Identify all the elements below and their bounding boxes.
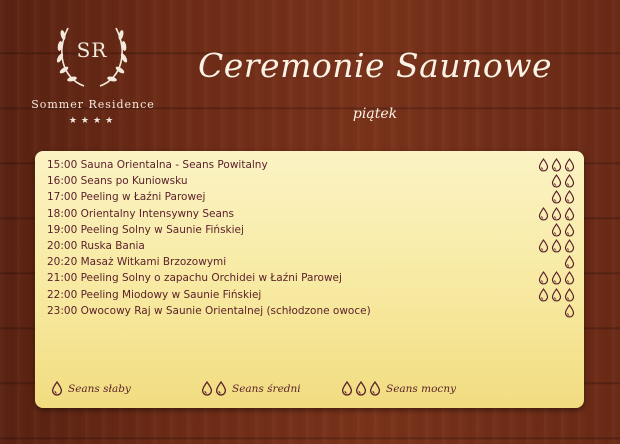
drop-icon: [564, 304, 575, 318]
schedule-item: 18:00 Orientalny Intensywny Seans: [47, 207, 235, 220]
legend-label: Seans mocny: [386, 382, 457, 395]
schedule-row: [47, 173, 547, 189]
drop-icon: [551, 223, 562, 237]
legend-item-strong: [341, 381, 456, 396]
schedule-item: 17:00 Peeling w Łaźni Parowej: [47, 191, 206, 204]
logo-name: Sommer Residence: [31, 98, 155, 111]
drop-icon: [564, 271, 575, 285]
drop-icon: [564, 223, 575, 237]
intensity-row: [529, 189, 575, 205]
drop-icon: [564, 255, 575, 269]
intensity-row: [529, 206, 575, 222]
drop-icon: [51, 381, 63, 396]
intensity-column: [529, 157, 575, 319]
schedule-row: [47, 303, 547, 319]
drop-icon: [215, 381, 227, 396]
drop-icon: [369, 381, 381, 396]
drop-icon: [551, 158, 562, 172]
drop-icon: [551, 207, 562, 221]
drop-icon: [564, 288, 575, 302]
drop-icon: [551, 288, 562, 302]
drop-icon: [538, 158, 549, 172]
intensity-row: [529, 222, 575, 238]
schedule-item: 22:00 Peeling Miodowy w Saunie Fińskiej: [47, 288, 262, 301]
drop-icon: [551, 190, 562, 204]
drop-icon: [564, 190, 575, 204]
intensity-row: [529, 254, 575, 270]
drop-icon: [564, 207, 575, 221]
page-title: Ceremonie Saunowe: [197, 46, 552, 85]
drop-icon: [538, 239, 549, 253]
legend-item-weak: [51, 381, 131, 396]
drop-icon: [564, 239, 575, 253]
drop-icon: [551, 239, 562, 253]
logo-monogram: SR: [76, 38, 108, 62]
drop-icon: [564, 174, 575, 188]
drop-icon: [341, 381, 353, 396]
schedule-item: 20:00 Ruska Bania: [47, 240, 145, 253]
schedule-row: [47, 238, 547, 254]
legend: [51, 381, 571, 401]
schedule-item: 20:20 Masaż Witkami Brzozowymi: [47, 256, 227, 269]
drop-icon: [538, 271, 549, 285]
intensity-row: [529, 238, 575, 254]
intensity-row: [529, 157, 575, 173]
intensity-row: [529, 287, 575, 303]
page-subtitle: piątek: [352, 106, 398, 122]
schedule-item: 16:00 Seans po Kuniowsku: [47, 175, 188, 188]
intensity-row: [529, 270, 575, 286]
schedule-row: [47, 222, 547, 238]
drop-icon: [538, 207, 549, 221]
schedule-item: 19:00 Peeling Solny w Saunie Fińskiej: [47, 223, 244, 236]
schedule-row: [47, 270, 547, 286]
legend-drops: [201, 381, 227, 396]
schedule-item: 15:00 Sauna Orientalna - Seans Powitalny: [47, 159, 268, 172]
drop-icon: [564, 158, 575, 172]
legend-drops: [51, 381, 63, 396]
schedule-row: [47, 206, 547, 222]
drop-icon: [538, 288, 549, 302]
drop-icon: [551, 271, 562, 285]
legend-label: Seans średni: [232, 382, 301, 395]
drop-icon: [551, 174, 562, 188]
schedule-item: 23:00 Owocowy Raj w Saunie Orientalnej (schłodzone owoce): [47, 304, 371, 317]
intensity-row: [529, 173, 575, 189]
schedule-item: 21:00 Peeling Solny o zapachu Orchidei w Łaźni Parowej: [47, 272, 342, 285]
legend-item-medium: [201, 381, 301, 396]
schedule-row: [47, 189, 547, 205]
intensity-row: [529, 303, 575, 319]
drop-icon: [355, 381, 367, 396]
logo-stars: ★★★★: [68, 116, 118, 126]
schedule-list: [47, 157, 547, 319]
logo: [18, 14, 168, 134]
drop-icon: [201, 381, 213, 396]
schedule-row: [47, 287, 547, 303]
legend-drops: [341, 381, 381, 396]
schedule-row: [47, 157, 547, 173]
schedule-panel: [35, 151, 584, 408]
schedule-row: [47, 254, 547, 270]
legend-label: Seans słaby: [68, 382, 131, 395]
